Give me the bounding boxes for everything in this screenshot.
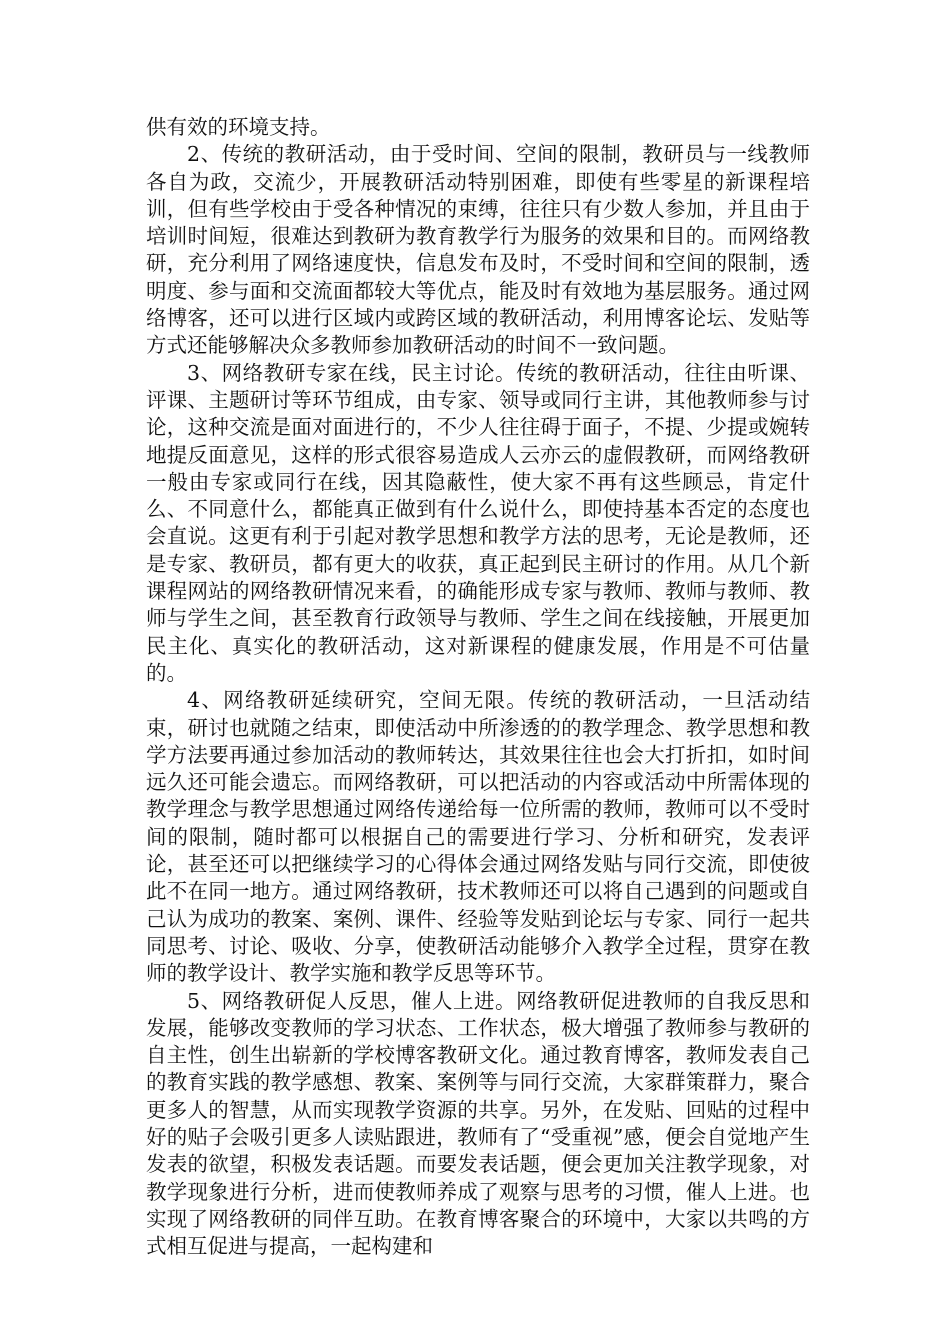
paragraph-3-experts-online: 3、网络教研专家在线，民主讨论。传统的教研活动，往往由听课、评课、主题研讨等环节组成，由专家、领导或同行主讲，其他教师参与讨论，这种交流是面对面进行的，不少人往往碍于面子，不提、少提或婉转地提反面意见，这样的形式很容易造成人云亦云的虚假教研，而网络教研一般由专家或同行在线，因其隐蔽性，使大家不再有这些顾忌，肯定什么、不同意什么，都能真正做到有什么说什么，即使持基本否定的态度也会直说。这更有利于引起对教学思想和教学方法的思考，无论是教师，还是专家、教研员，都有更大的收获，真正起到民主研讨的作用。从几个新课程网站的网络教研情况来看，的确能形成专家与教师、教师与教师、教师与学生之间，甚至教育行政领导与教师、学生之间在线接触，开展更加民主化、真实化的教研活动，这对新课程的健康发展，作用是不可估量的。: [146, 360, 810, 685]
document-page: [146, 114, 810, 1260]
paragraph-5-reflection: 5、网络教研促人反思，催人上进。网络教研促进教师的自我反思和发展，能够改变教师的学习状态、工作状态，极大增强了教师参与教研的自主性，创生出崭新的学校博客教研文化。通过教育博客，教师发表自己的教育实践的教学感想、教案、案例等与同行交流，大家群策群力，聚合更多人的智慧，从而实现教学资源的共享。另外，在发贴、回贴的过程中好的贴子会吸引更多人读贴跟进，教师有了“受重视”感，便会自觉地产生发表的欲望，积极发表话题。而要发表话题，便会更加关注教学现象，对教学现象进行分析，进而使教师养成了观察与思考的习惯，催人上进。也实现了网络教研的同伴互助。在教育博客聚合的环境中，大家以共鸣的方式相互促进与提高，一起构建和: [146, 988, 810, 1259]
paragraph-2-time-space-limits: 2、传统的教研活动，由于受时间、空间的限制，教研员与一线教师各自为政，交流少，开展教研活动特别困难，即使有些零星的新课程培训，但有些学校由于受各种情况的束缚，往往只有少数人参加，并且由于培训时间短，很难达到教研为教育教学行为服务的效果和目的。而网络教研，充分利用了网络速度快，信息发布及时，不受时间和空间的限制，透明度、参与面和交流面都较大等优点，能及时有效地为基层服务。通过网络博客，还可以进行区域内或跨区域的教研活动，利用博客论坛、发贴等方式还能够解决众多教师参加教研活动的时间不一致问题。: [146, 142, 810, 358]
paragraph-continuation: 供有效的环境支持。: [146, 115, 331, 139]
paragraph-4-continued-research: 4、网络教研延续研究，空间无限。传统的教研活动，一旦活动结束，研讨也就随之结束，即使活动中所渗透的的教学理念、教学思想和教学方法要再通过参加活动的教师转达，其效果往往也会大打折扣，如时间远久还可能会遗忘。而网络教研，可以把活动的内容或活动中所需体现的教学理念与教学思想通过网络传递给每一位所需的教师，教师可以不受时间的限制，随时都可以根据自己的需要进行学习、分析和研究，发表评论，甚至还可以把继续学习的心得体会通过网络发贴与同行交流，即使彼此不在同一地方。通过网络教研，技术教师还可以将自己遇到的问题或自己认为成功的教案、案例、课件、经验等发贴到论坛与专家、同行一起共同思考、讨论、吸收、分享，使教研活动能够介入教学全过程，贯穿在教师的教学设计、教学实施和教学反思等环节。: [146, 688, 810, 986]
